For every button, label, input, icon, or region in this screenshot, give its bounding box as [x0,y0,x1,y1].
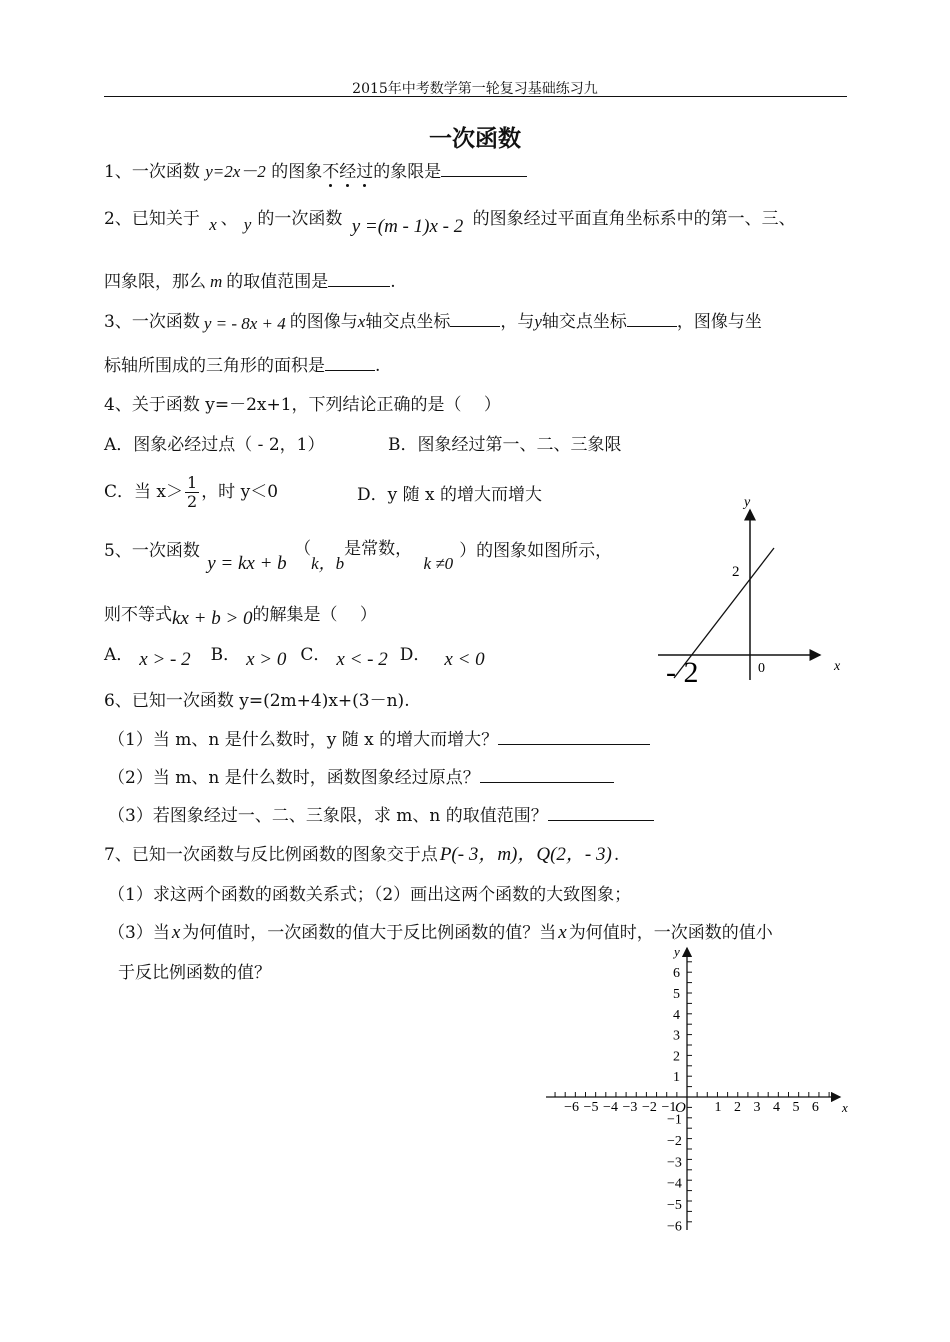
y-tick-label: 2 [673,1049,680,1065]
axis-tick-labels [564,966,819,1234]
q3-text: ，与 [500,312,535,332]
q5-expression: y = kx + b [207,553,287,574]
answer-blank[interactable] [441,160,527,177]
y-tick-label: 6 [673,966,680,982]
question-2-line-1 [104,208,796,237]
x-tick-label: 6 [811,1100,819,1115]
q5-kb: k，b [311,554,345,573]
q3-var-x: x [357,312,366,331]
q6-part-2-text: （2）当 m、n 是什么数时，函数图象经过原点？ [108,768,480,788]
q2-text: 的图象经过平面直角坐标系中的第一、三、 [472,209,796,229]
x-tick-label: 2 [733,1100,741,1115]
q2-var-x: x [209,215,217,234]
q5-text: ）的图象如图所示， [459,541,613,561]
q4-option-c-text: ，时 y＜0 [201,482,279,502]
question-5-line-2 [104,604,377,629]
q5-text: 5、一次函数 [104,541,200,561]
y-tick-label: −6 [667,1219,682,1235]
question-5-line-1 [104,539,613,574]
y-tick-label: −3 [667,1155,682,1171]
y-tick-label: −2 [667,1133,682,1149]
answer-blank[interactable] [480,766,614,783]
y-tick-label: 5 [673,987,680,1002]
origin-label: 0 [758,661,765,676]
x-tick-label: −6 [564,1100,579,1115]
q3-text: 3、一次函数 [104,312,200,332]
y-tick-label: −1 [667,1112,682,1128]
q5-inequality: kx + b > 0 [172,608,253,629]
q6-part-1-text: （1）当 m、n 是什么数时，y 随 x 的增大而增大？ [108,730,499,750]
question-3-line-1 [104,310,762,333]
q7-part-1-2: （1）求这两个函数的函数关系式；（2）画出这两个函数的大致图象； [108,885,632,905]
q5-options [104,644,485,670]
x-tick-label: −1 [661,1100,677,1115]
q7-part-3-line-2: 于反比例函数的值？ [118,963,271,983]
q1-emphasis: 不经过 [322,162,373,182]
page-title: 一次函数 [429,125,521,152]
y-intercept-label: 2 [732,564,740,580]
q7-points: P(- 3，m)，Q(2，- 3) [439,844,612,865]
q5-option-b-label: B． [210,645,241,665]
x-tick-label: 3 [753,1100,761,1115]
x-tick-label: 4 [772,1100,780,1115]
x-tick-label: 1 [714,1100,722,1115]
x-tick-label: −4 [603,1100,618,1115]
q7-coordinate-grid [540,940,870,1240]
q2-var-m: m [210,272,223,291]
q4-option-a: A．图象必经过点（ - 2，1） [104,435,325,455]
q5-option-d: x < 0 [444,649,485,670]
y-tick-label: 3 [673,1028,680,1044]
q2-text: 四象限，那么 [104,272,206,292]
q4-option-c [104,474,278,511]
question-2-line-2 [104,270,396,293]
axis-ticks [555,962,829,1222]
q7-text: 为何值时，一次函数的值小 [568,923,773,943]
q3-expression: y = - 8x + 4 [203,314,286,333]
question-7-stem [104,844,619,866]
q5-option-a-label: A． [104,645,134,665]
y-axis-label: y [674,944,680,959]
x-intercept-label: - 2 [666,656,699,689]
q2-var-y: y [243,215,252,234]
q7-text: 为何值时，一次函数的值大于反比例函数的值？当 [182,923,557,943]
q5-text: 的解集是（ ） [252,605,377,625]
x-tick-label: −5 [583,1100,599,1115]
q4-option-b: B．图象经过第一、二、三象限 [388,435,622,455]
q7-text: 7、已知一次函数与反比例函数的图象交于点 [104,845,438,865]
q3-text: 轴交点坐标 [541,312,627,332]
q7-var-x: x [171,922,181,943]
x-tick-label: 5 [792,1100,800,1115]
q6-part-1 [108,728,650,751]
question-4-stem: 4、关于函数 y=－2x+1，下列结论正确的是（ ） [104,395,501,415]
y-tick-label: −4 [667,1176,682,1192]
q5-text: 则不等式 [104,605,172,625]
origin-label: O [675,1100,686,1116]
q5-option-c-label: C． [300,645,331,665]
q7-end: . [613,845,620,865]
q3-var-y: y [534,312,542,331]
q3-end: . [375,356,381,376]
q2-text: 的一次函数 [257,209,343,229]
q1-text: 1、一次函数 [104,162,206,182]
y-axis-label: y [744,495,751,510]
answer-blank[interactable] [627,310,677,327]
q6-part-3-text: （3）若图象经过一、二、三象限，求 m、n 的取值范围？ [108,806,548,826]
answer-blank[interactable] [450,310,500,327]
q3-text: 的图像与 [289,312,358,332]
q5-option-a: x > - 2 [139,649,191,670]
x-tick-label: −2 [642,1100,657,1115]
q3-text: 标轴所围成的三角形的面积是 [104,356,325,376]
question-1 [104,160,527,183]
q5-option-c: x < - 2 [336,649,388,670]
question-6-stem: 6、已知一次函数 y=(2m+4)x+(3－n). [104,691,410,711]
q5-text: （ [294,539,312,559]
y-tick-label: 4 [673,1007,680,1023]
fraction: $\frac{1}{2}$ [187,473,198,511]
header-rule [104,96,847,97]
q3-text: ，图像与坐 [676,312,762,332]
q3-text: 轴交点坐标 [365,312,451,332]
q6-part-2 [108,766,614,789]
x-axis-label: x [834,659,841,674]
x-tick-label: −3 [622,1100,638,1115]
page-header: 2015年中考数学第一轮复习基础练习九 [352,81,598,97]
q2-text: 2、已知关于 [104,209,200,229]
answer-blank[interactable] [328,270,390,287]
q2-expression: y =(m - 1)x - 2 [351,216,464,237]
q7-var-x: x [558,922,567,943]
answer-blank[interactable] [325,354,375,371]
q5-option-b: x > 0 [246,649,287,670]
q2-text: 、 [220,209,238,229]
y-tick-label: 1 [673,1070,680,1086]
q4-option-d: D．y 随 x 的增大而增大 [357,485,543,505]
q5-graph [650,490,860,690]
q2-end: . [390,272,396,292]
q6-part-3 [108,804,654,827]
q5-k-nonzero: k ≠0 [423,554,454,573]
q1-text: 的图象 [265,162,323,182]
q5-text: 是常数， [344,539,413,559]
y-tick-label: −5 [667,1198,682,1214]
answer-blank[interactable] [498,728,650,745]
question-3-line-2 [104,354,380,377]
q5-option-d-label: D． [399,645,431,665]
x-axis-label: x [842,1100,848,1115]
q4-option-c-text: C．当 x＞ [104,482,183,502]
q7-text: （3）当 [108,923,170,943]
q1-text: 的象限是 [373,162,442,182]
q1-expression: y=2x－2 [205,162,266,181]
q2-text: 的取值范围是 [226,272,329,292]
answer-blank[interactable] [548,804,654,821]
